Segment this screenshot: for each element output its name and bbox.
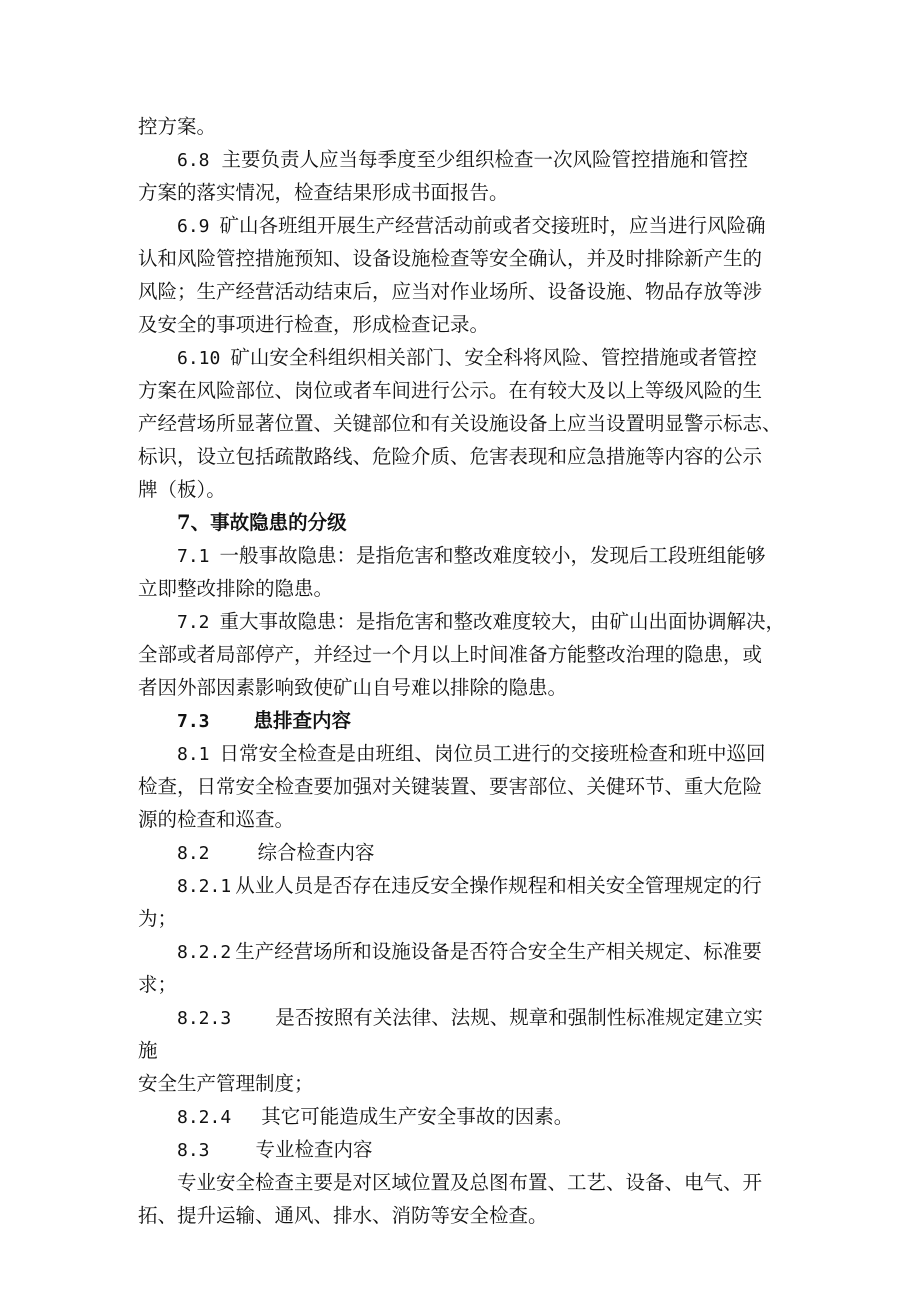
text-line: 者因外部因素影响致使矿山自号难以排除的隐患。 (138, 676, 568, 699)
clause-number: 8.1 (177, 744, 210, 765)
text-line: 方案在风险部位、岗位或者车间进行公示。在有较大及以上等级风险的生 (138, 379, 763, 402)
text-line: 及安全的事项进行检查，形成检查记录。 (138, 313, 490, 336)
text-line: 产经营场所显著位置、关键部位和有关设施设备上应当设置明显警示标志、 (138, 412, 782, 435)
text-line: 拓、提升运输、通风、排水、消防等安全检查。 (138, 1204, 548, 1227)
text-line: 求； (138, 973, 178, 996)
text-line: 标识，设立包括疏散路线、危险介质、危害表现和应急措施等内容的公示 (138, 445, 763, 468)
text-line: 8.1 日常安全检查是由班组、岗位员工进行的交接班检查和班中巡回 (177, 742, 766, 765)
section-heading: 7、事故隐患的分级 (177, 511, 347, 534)
section-heading: 7.3 患排查内容 (177, 709, 352, 732)
text-line: 8.2.4 其它可能造成生产安全事故的因素。 (177, 1105, 574, 1128)
text-line: 源的检查和巡查。 (138, 808, 295, 831)
text-line: 8.2.2 生产经营场所和设施设备是否符合安全生产相关规定、标准要 (177, 940, 762, 963)
text-line: 全部或者局部停产，并经过一个月以上时间准备方能整改治理的隐患，或 (138, 643, 763, 666)
clause-number: 8.3 (177, 1140, 210, 1161)
text-line: 6.9 矿山各班组开展生产经营活动前或者交接班时，应当进行风险确 (177, 214, 766, 237)
text-line: 为； (138, 907, 178, 930)
text-line: 8.2.1 从业人员是否存在违反安全操作规程和相关安全管理规定的行 (177, 874, 762, 897)
text-line: 认和风险管控措施预知、设备设施检查等安全确认，并及时排除新产生的 (138, 247, 763, 270)
text-line: 控方案。 (138, 115, 217, 138)
clause-number: 8.2.2 (177, 942, 232, 963)
text-line: 8.2 综合检查内容 (177, 841, 375, 864)
clause-number: 8.2.1 (177, 876, 232, 897)
clause-number: 8.2.4 (177, 1107, 232, 1128)
clause-number: 6.10 (177, 348, 221, 369)
text-line: 施 (138, 1039, 158, 1062)
text-line: 检查，日常安全检查要加强对关键装置、要害部位、关健环节、重大危险 (138, 775, 763, 798)
text-line: 立即整改排除的隐患。 (138, 577, 334, 600)
clause-number: 6.9 (177, 216, 210, 237)
text-line: 牌（板）。 (138, 478, 226, 501)
text-line: 专业安全检查主要是对区域位置及总图布置、工艺、设备、电气、开 (177, 1171, 763, 1194)
text-line: 7.1 一般事故隐患：是指危害和整改难度较小，发现后工段班组能够 (177, 544, 766, 567)
text-line: 6.8 主要负责人应当每季度至少组织检查一次风险管控措施和管控 (177, 148, 749, 171)
text-line: 8.2.3 是否按照有关法律、法规、规章和强制性标准规定建立实 (177, 1006, 763, 1029)
text-line: 风险；生产经营活动结束后，应当对作业场所、设备设施、物品存放等涉 (138, 280, 763, 303)
clause-number: 7.2 (177, 612, 210, 633)
text-line: 7.2 重大事故隐患：是指危害和整改难度较大，由矿山出面协调解决， (177, 610, 786, 633)
clause-number: 7.3 (177, 711, 210, 732)
text-line: 8.3 专业检查内容 (177, 1138, 373, 1161)
clause-number: 8.2 (177, 843, 210, 864)
clause-number: 7.1 (177, 546, 210, 567)
clause-number: 8.2.3 (177, 1008, 232, 1029)
clause-number: 6.8 (177, 150, 210, 171)
text-line: 方案的落实情况，检查结果形成书面报告。 (138, 181, 509, 204)
text-line: 安全生产管理制度； (138, 1072, 314, 1095)
text-line: 6.10 矿山安全科组织相关部门、安全科将风险、管控措施或者管控 (177, 346, 757, 369)
